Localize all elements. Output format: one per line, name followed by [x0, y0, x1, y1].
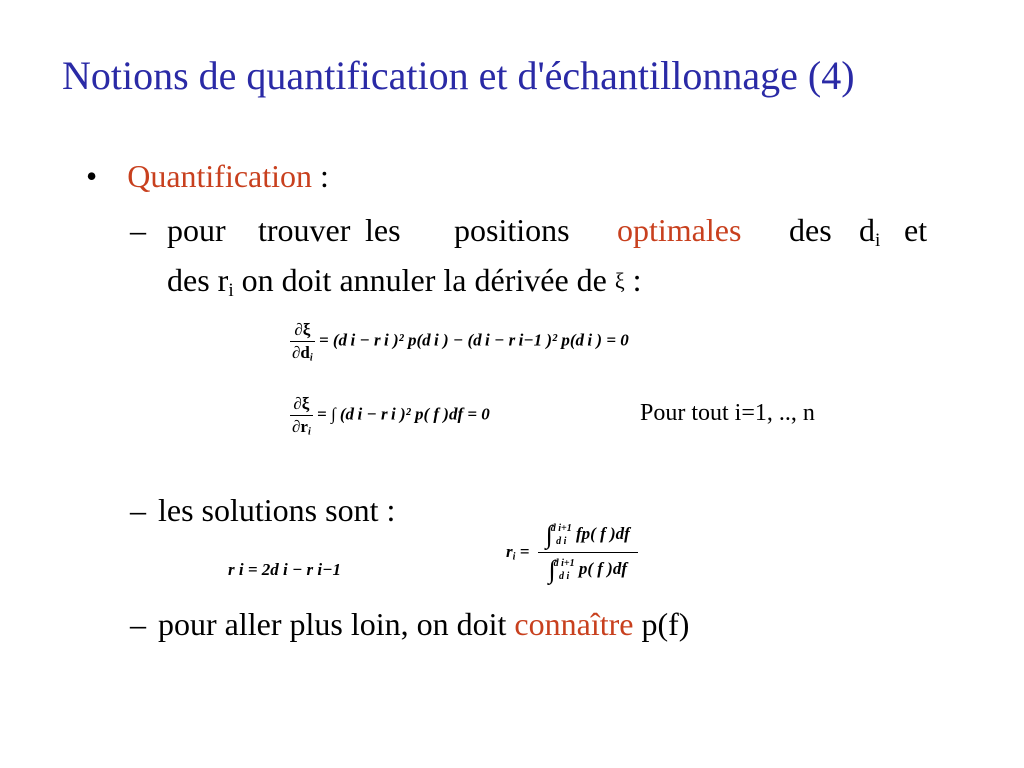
bullet-suffix: :	[312, 158, 329, 194]
item1-word-pour: pour	[167, 212, 226, 248]
item3-highlight: connaître	[514, 606, 634, 642]
item1-word-trouver: trouver	[258, 212, 351, 248]
equation-derivative-d: $\frac{\partial\xi}{\partial d_i}$ = (d i − r i )² p(d i ) − (d i − r i−1 )² p(d i ) = 0	[292, 320, 629, 364]
bullet-marker: •	[86, 158, 98, 194]
slide-title: Notions de quantification et d'échantillonnage (4)	[62, 53, 855, 98]
equation-derivative-r: $\frac{\partial\xi}{\partial r_i}$ = ∫ (d i − r i )² p( f )df = 0	[292, 394, 490, 438]
item2: – les solutions sont :	[130, 492, 396, 528]
item1-line2: des $r_i$ on doit annuler la dérivée de ξ :	[167, 262, 642, 301]
item1-word-les: les	[365, 212, 401, 248]
bullet-quantification	[86, 158, 329, 195]
bullet-label: Quantification	[127, 158, 313, 194]
item3: – pour aller plus loin, on doit connaître p(f)	[130, 606, 690, 642]
item1-dash: –	[130, 212, 146, 248]
item1-word-et: et	[904, 212, 928, 248]
item1-word-des: des	[789, 212, 832, 248]
solution-centroid: $r_i$ = ∫ d i+1 d i fp( f )df ∫ d i+1 d i p( f )df	[506, 520, 638, 585]
xi-symbol: ξ	[614, 268, 625, 293]
item1-optimales: optimales	[617, 212, 742, 248]
item1-di: $d_i$	[859, 212, 881, 251]
solution-recurrence: r i = 2d i − r i−1	[228, 560, 341, 579]
equation-note: Pour tout i=1, .., n	[640, 400, 815, 426]
item1-word-positions: positions	[454, 212, 570, 248]
